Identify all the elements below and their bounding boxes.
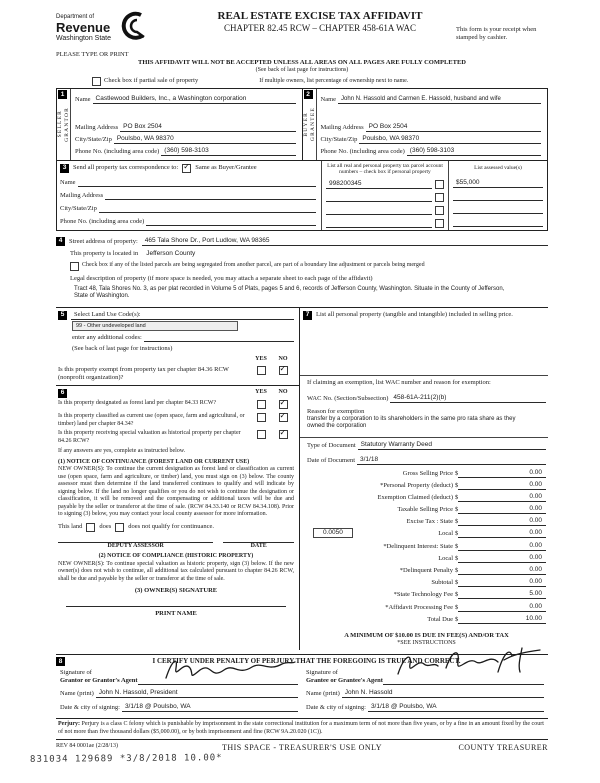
owner-signature-label: (3) OWNER(S) SIGNATURE <box>134 587 218 594</box>
buyer-name-field[interactable]: John N. Hassold and Carmen E. Hassold, husband and wife <box>338 95 541 104</box>
print-name-label: PRINT NAME <box>155 610 197 617</box>
excise-tax-local-field[interactable]: 0.00 <box>458 529 546 538</box>
receipt-note: This form is your receipt when stamped by cashier. <box>456 26 537 41</box>
parcel-numbers-header: List all real and personal property tax parcel account numbers – check box if personal property <box>327 162 443 175</box>
delinquent-penalty-field[interactable]: 0.00 <box>458 566 546 575</box>
property-address-section <box>56 231 548 305</box>
seller-city-field[interactable]: Poulsbo, WA 98370 <box>114 135 296 144</box>
subtotal-field[interactable]: 0.00 <box>458 578 546 587</box>
owner-signature-field[interactable] <box>66 595 286 607</box>
does-not-qualify-checkbox[interactable] <box>115 523 124 532</box>
seller-phone-label: Phone No. (including area code) <box>75 147 160 155</box>
buyer-city-field[interactable]: Poulsbo, WA 98370 <box>359 135 541 144</box>
form-title: REAL ESTATE EXCISE TAX AFFIDAVIT <box>217 10 423 22</box>
section-7-badge: 7 <box>303 311 312 320</box>
this-land-label: This land <box>58 523 83 530</box>
exemption-claimed-field[interactable]: 0.00 <box>458 493 546 502</box>
local-rate-box: 0.0050 <box>313 528 353 538</box>
parcel-2-personal-checkbox[interactable] <box>435 193 444 202</box>
grantor-signature-block: Signature of Grantor or Grantor's Agent Name (print) John N. Hassold, President Date & city of signing: 3/1/18 @ Poulsbo, WA <box>56 668 302 712</box>
parcel-2-field[interactable] <box>326 193 432 202</box>
multiple-owners-note: If multiple owners, list percentage of ownership next to name. <box>259 78 409 84</box>
section-8-badge: 8 <box>56 657 65 666</box>
seller-phone-field[interactable]: (360) 598-3103 <box>161 147 295 156</box>
legal-description-label: Legal description of property (if more space is needed, you may attach a separate sheet to each page of the affidavit) <box>70 274 373 282</box>
personal-property-label: List all personal property (tangible and intangible) included in selling price. <box>316 310 513 318</box>
does-qualify-checkbox[interactable] <box>86 523 95 532</box>
correspondence-name-field[interactable] <box>78 179 316 187</box>
legal-description-field[interactable]: Tract 48, Tala Shores No. 3, as per plat recorded in Volume 5 of Plats, pages 5 and 6, records of Jefferson County, Washington. Situate in the County of Jefferson, State of Washington. <box>74 285 505 299</box>
grantee-date-city-field[interactable]: 3/1/18 @ Poulsbo, WA <box>368 703 544 712</box>
type-of-document-label: Type of Document <box>307 441 356 449</box>
parcel-4-personal-checkbox[interactable] <box>435 219 444 228</box>
segregated-checkbox[interactable] <box>70 262 79 271</box>
correspondence-phone-field[interactable] <box>146 218 316 226</box>
seller-mailing-label: Mailing Address <box>75 123 119 131</box>
parcel-3-personal-checkbox[interactable] <box>435 206 444 215</box>
personal-property-deduct-field[interactable]: 0.00 <box>458 481 546 490</box>
agency-line1: Department of <box>56 14 95 21</box>
instructions-note: (See back of last page for instructions) <box>255 67 349 73</box>
historic-no-checkbox[interactable]: ✓ <box>279 428 287 437</box>
located-county-field[interactable]: Jefferson County <box>146 249 196 257</box>
forest-no-checkbox[interactable]: ✓ <box>279 397 287 407</box>
agency-line2: Revenue <box>56 19 111 35</box>
land-use-label: Select Land Use Code(s): <box>71 311 294 320</box>
buyer-section <box>302 89 548 160</box>
agency-line3: Washington State <box>56 34 111 42</box>
affidavit-form <box>56 10 548 753</box>
located-in-label: This property is located in <box>70 249 139 257</box>
parcel-3-field[interactable] <box>326 206 432 215</box>
left-column: 5 Select Land Use Code(s): 99 - Other undeveloped land enter any additional codes: (See back of last page for instructions) YES NO Is this property exempt from property tax per chapter 84.36 RCW (nonprofit organization)? ✓ 6 YES NO Is this property designated as forest land per chapter 84.33 RCW? ✓ Is this property classified as current use (open space, farm and agricultural, or timber) land per chapter 84.34? ✓ Is this property receiving special valuation as historical property per chapter 84.26 RCW? ✓ If any answers are yes, complete as instructed below. (1) NOTICE OF CONTINUANCE (FOREST LAND OR CURRENT USE) NEW OWNER(S): To continue the current designation as forest land or classification as current use (open space, farm and agriculture, or timber) land, you must sign on (3) below. The county assessor must then determine if the land transferred continues to qualify and will indicate by signing below. If the land no longer qualifies or you do not wish to continue the designation or classification, it will be removed and the compensating or additional taxes will be due and payable by the seller or transferor at the time of sale. (RCW 84.33.140 or RCW 84.34.108). Prior to signing (3) below, you may contact your local county assessor for more information. This land does does not qualify for continuance. DEPUTY ASSESSOR DATE (2) NOTICE OF COMPLIANCE (HISTORIC PROPERTY) NEW OWNER(S): To continue special valuation as historic property, sign (3) below. If the new owner(s) does not wish to continue, all additional tax calculated pursuant to chapter 84.26 RCW, shall be due and payable by the seller or transferor at the time of sale. (3) OWNER(S) SIGNATURE PRINT NAME <box>56 308 300 651</box>
land-use-select[interactable]: 99 - Other undeveloped land <box>72 321 238 332</box>
delinquent-interest-state-field[interactable]: 0.00 <box>458 542 546 551</box>
section-4-badge: 4 <box>56 237 65 246</box>
gross-selling-price-field[interactable]: 0.00 <box>458 469 546 478</box>
additional-codes-field[interactable] <box>144 334 294 342</box>
seller-city-label: City/State/Zip <box>75 135 112 143</box>
exemption-claim-label: If claiming an exemption, list WAC number and reason for exemption: <box>307 378 491 386</box>
seller-side-label: SELLER GRANTOR <box>57 89 71 160</box>
excise-tax-state-field[interactable]: 0.00 <box>458 517 546 526</box>
perjury-note: Perjury: Perjury is a class C felony which is punishable by imprisonment in the state correctional institution for a maximum term of not more than five years, or by a fine in an amount fixed by the court of not more than five thousand dollars ($5,000.00), or by both imprisonment and fine (RCW 9A.20.020 (1C)). <box>56 718 548 740</box>
tax-correspondence-section: 3 Send all property tax correspondence to: ✓ Same as Buyer/Grantee Name Mailing Address City/State/Zip Phone No. (including area code) List all real and personal property tax parcel account numbers – check box if personal property 998200345 List assessed value(s) $55,000 <box>56 161 548 231</box>
section-2-badge: 2 <box>304 90 313 99</box>
buyer-name-label: Name <box>320 95 337 103</box>
parcel-1-personal-checkbox[interactable] <box>435 180 444 189</box>
grantee-signature-block: Signature of Grantee or Grantee's Agent Name (print) John N. Hassold Date & city of signing: 3/1/18 @ Poulsbo, WA <box>302 668 548 712</box>
parcel-4-field[interactable] <box>326 219 432 228</box>
grantee-signature-ink <box>394 646 544 685</box>
assessed-value-4-field[interactable] <box>453 218 543 227</box>
continuance-title: (1) NOTICE OF CONTINUANCE (FOREST LAND OR CURRENT USE) <box>58 458 250 465</box>
mid-columns <box>56 307 548 651</box>
exempt-question: Is this property exempt from property tax per chapter 84.36 RCW (nonprofit organization)? <box>58 365 229 381</box>
buyer-phone-field[interactable]: (360) 598-3103 <box>407 147 541 156</box>
same-as-buyer-checkbox[interactable]: ✓ <box>183 161 190 171</box>
partial-sale-checkbox[interactable] <box>92 77 101 86</box>
current-use-no-checkbox[interactable]: ✓ <box>279 411 287 420</box>
assessed-value-field[interactable]: $55,000 <box>453 179 543 188</box>
section-3-badge: 3 <box>60 164 69 173</box>
dor-swirl-icon <box>113 10 147 47</box>
parcel-number-field[interactable]: 998200345 <box>326 180 432 189</box>
same-as-buyer-label: Same as Buyer/Grantee <box>195 164 257 171</box>
street-address-label: Street address of property: <box>69 237 138 245</box>
seller-name-field[interactable]: Castlewood Builders, Inc., a Washington corporation <box>93 95 296 104</box>
historic-question: Is this property receiving special valuation as historical property per chapter 84.26 RCW? <box>58 430 241 444</box>
see-instructions-note: *SEE INSTRUCTIONS <box>397 639 456 646</box>
grantor-signature-ink <box>160 652 298 687</box>
forest-yes-checkbox[interactable] <box>257 400 266 409</box>
partial-sale-label: Check box if partial sale of property <box>104 77 199 84</box>
does-label: does <box>99 523 112 530</box>
personal-property-field[interactable] <box>307 320 546 372</box>
grantee-print-name-field[interactable]: John N. Hassold <box>342 689 544 698</box>
assessed-value-3-field[interactable] <box>453 205 543 214</box>
rev-number: REV 84 0001ae (2/28/13) <box>56 743 119 750</box>
warning-line: THIS AFFIDAVIT WILL NOT BE ACCEPTED UNLESS ALL AREAS ON ALL PAGES ARE FULLY COMPLETED <box>138 59 466 66</box>
continuance-text: NEW OWNER(S): To continue the current designation as forest land or classification as current use (open space, farm and agriculture, or timber) land, you must sign on (3) below. The county assessor must then determine if the land transferred continues to qualify and will indicate by signing below. If the land no longer qualifies or you do not wish to continue the designation or classification, it will be removed and the compensating or additional taxes will be due and payable by the seller or transferor at the time of sale. (RCW 84.33.140 or RCW 84.34.108). Prior to signing (3) below, you may contact your local county assessor for more information. <box>58 466 294 517</box>
assessed-values-header: List assessed value(s) <box>474 164 522 171</box>
see-back-note: (See back of last page for instructions) <box>72 345 173 352</box>
exempt-yes-checkbox[interactable] <box>257 366 266 375</box>
treasurer-space-label: THIS SPACE - TREASURER'S USE ONLY <box>221 743 383 753</box>
send-correspondence-label: Send all property tax correspondence to: <box>73 164 179 171</box>
street-address-field[interactable]: 465 Tala Shore Dr., Port Ludlow, WA 98365 <box>142 237 548 246</box>
certification-section <box>56 654 548 715</box>
additional-codes-label: enter any additional codes: <box>72 334 142 341</box>
compliance-text: NEW OWNER(S): To continue special valuation as historic property, sign (3) below. If the new owner(s) does not wish to continue, all additional tax calculated pursuant to chapter 84.26 RCW, shall be due and payable by the seller or transferor at the time of sale. <box>58 560 294 582</box>
form-subtitle: CHAPTER 82.45 RCW – CHAPTER 458-61A WAC <box>224 23 416 33</box>
correspondence-mailing-field[interactable] <box>105 192 316 200</box>
reason-exemption-field[interactable]: transfer by a corporation to its shareholders in the same pro rata share as they owned the corporation <box>307 415 516 429</box>
current-use-yes-checkbox[interactable] <box>257 413 266 422</box>
reason-exemption-label: Reason for exemption <box>307 407 365 415</box>
grantor-agent-label: Grantor or Grantor's Agent <box>60 677 138 685</box>
assessed-value-2-field[interactable] <box>453 192 543 201</box>
dor-logo <box>56 10 184 59</box>
affidavit-processing-fee-field[interactable]: 0.00 <box>458 603 546 612</box>
compliance-title: (2) NOTICE OF COMPLIANCE (HISTORIC PROPERTY) <box>98 553 254 559</box>
cashier-stamp: 831034 129689 *3/8/2018 10.00* <box>29 753 223 765</box>
seller-section <box>57 89 302 160</box>
if-yes-note: If any answers are yes, complete as instructed below. <box>58 448 186 454</box>
buyer-city-label: City/State/Zip <box>320 135 358 143</box>
type-of-document-field[interactable]: Statutory Warranty Deed <box>358 441 474 450</box>
buyer-side-label: BUYER GRANTEE <box>303 89 317 160</box>
wac-label: WAC No. (Section/Subsection) <box>307 394 389 402</box>
deputy-assessor-label: DEPUTY ASSESSOR <box>58 542 213 551</box>
section-1-badge: 1 <box>58 90 67 99</box>
assessor-date-label: DATE <box>223 542 294 551</box>
right-column <box>300 308 548 651</box>
buyer-mailing-field[interactable]: PO Box 2504 <box>366 123 541 132</box>
forest-land-question: Is this property designated as forest land per chapter 84.33 RCW? <box>58 399 217 406</box>
historic-yes-checkbox[interactable] <box>257 430 266 439</box>
date-of-document-label: Date of Document <box>307 456 356 464</box>
grantee-agent-label: Grantee or Grantee's Agent <box>306 677 383 685</box>
date-of-document-field[interactable]: 3/1/18 <box>357 456 403 465</box>
current-use-question: Is this property classified as current use (open space, farm and agricultural, or timber) land per chapter 84.34? <box>58 413 245 427</box>
buyer-phone-label: Phone No. (including area code) <box>320 147 405 155</box>
total-due-field[interactable]: 10.00 <box>458 615 546 624</box>
seller-mailing-field[interactable]: PO Box 2504 <box>120 123 295 132</box>
exempt-no-checkbox[interactable]: ✓ <box>279 363 287 373</box>
state-technology-fee-field[interactable]: 5.00 <box>458 590 546 599</box>
minimum-note: A MINIMUM OF $10.00 IS DUE IN FEE(S) AND/OR TAX <box>344 631 509 639</box>
does-not-label: does not qualify for continuance. <box>128 523 215 530</box>
grantor-print-name-field[interactable]: John N. Hassold, President <box>96 689 298 698</box>
buyer-mailing-label: Mailing Address <box>320 123 364 131</box>
money-table: Gross Selling Price $ 0.00 *Personal Property (deduct) $ 0.00 Exemption Claimed (deduct) $ 0.00 Taxable Selling Price $ 0.00 Excise Tax : State $ 0.00 0.0050 Local $ 0.00 *Delinquent Interest: State $ 0.00 Local $ 0.00 *Delinquent Penalty $ 0.00 Subtotal $ 0.00 *State Technology Fee $ 5.00 *Affidavit Processing Fee $ 0.00 Total Due $ 10.00 <box>307 469 546 624</box>
segregated-label: Check box if any of the listed parcels are being segregated from another parcel, are part of a boundary line adjustment or parcels being merged <box>82 261 425 268</box>
parties-box <box>56 88 548 161</box>
section-6-badge: 6 <box>58 389 67 398</box>
correspondence-city-field[interactable] <box>99 205 316 213</box>
form-header <box>56 10 548 59</box>
type-or-print-label: PLEASE TYPE OR PRINT <box>56 51 129 58</box>
seller-name-label: Name <box>75 95 91 103</box>
grantor-date-city-field[interactable]: 3/1/18 @ Poulsbo, WA <box>122 703 298 712</box>
county-treasurer-label: COUNTY TREASURER <box>458 743 548 753</box>
section-5-badge: 5 <box>58 311 67 320</box>
certify-statement: I CERTIFY UNDER PENALTY OF PERJURY THAT THE FOREGOING IS TRUE AND CORRECT. <box>152 657 461 666</box>
delinquent-interest-local-field[interactable]: 0.00 <box>458 554 546 563</box>
taxable-selling-price-field[interactable]: 0.00 <box>458 505 546 514</box>
wac-field[interactable]: 458-61A-211(2)(b) <box>390 394 496 403</box>
